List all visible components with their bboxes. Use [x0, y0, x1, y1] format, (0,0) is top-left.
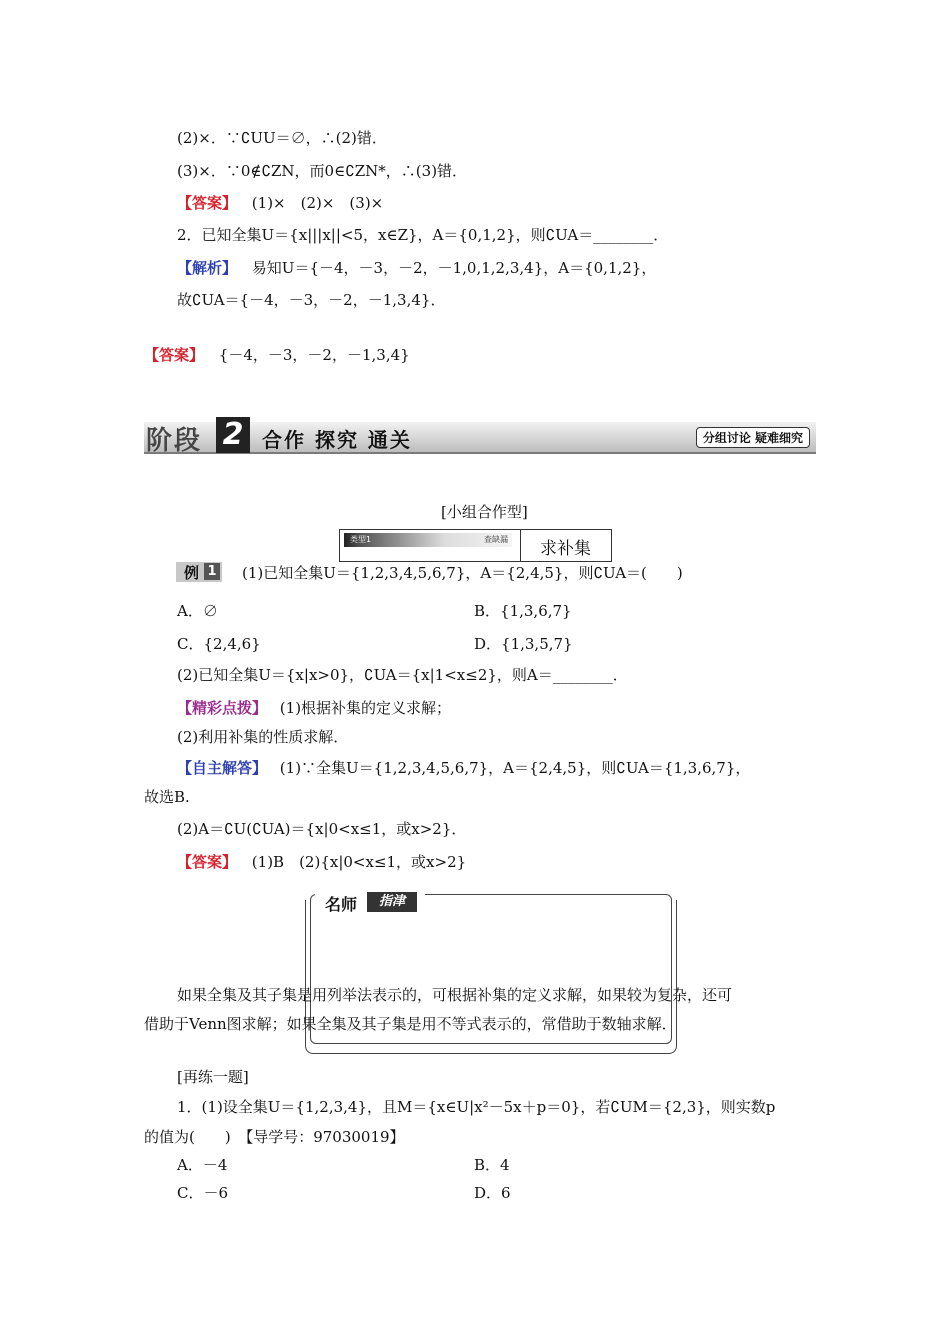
line-2-explain: (2)×．∵∁UU＝∅，∴(2)错．: [177, 129, 387, 147]
tip-text-1: 如果全集及其子集是用列举法表示的，可根据补集的定义求解，如果较为复杂，还可: [177, 986, 733, 1004]
stage-tag: 分组讨论 疑难细究: [696, 427, 810, 448]
answer-2: [144, 345, 410, 365]
type-box: [339, 529, 612, 562]
solution-2: (2)A＝∁U(∁UA)＝{x|0<x≤1，或x>2}．: [177, 820, 467, 838]
solution-label: 【自主解答】: [177, 759, 268, 777]
practice-option-b: B．4: [474, 1156, 510, 1174]
example-answer: [177, 852, 466, 872]
stage-title: 合作 探究 通关: [262, 428, 412, 452]
line-3-explain: (3)×．∵0∉∁ZN，而0∈∁ZN*，∴(3)错．: [177, 162, 468, 180]
stage-number: 2: [216, 417, 250, 453]
solution: [177, 758, 750, 778]
practice-q1: 1．(1)设全集U＝{1,2,3,4}，且M＝{x∈U|x²－5x＋p＝0}，若∁UM＝{2,3}，则实数p: [177, 1098, 776, 1116]
example-word: 例: [184, 564, 200, 582]
option-b: B．{1,3,6,7}: [474, 602, 572, 620]
example-q2: (2)已知全集U＝{x|x>0}，∁UA＝{x|1<x≤2}，则A＝________．: [177, 666, 628, 684]
tip-head-word: 名师: [325, 895, 358, 914]
practice-option-a: A．－4: [177, 1156, 228, 1174]
example-label: [176, 562, 222, 582]
answer-text: {－4，－3，－2，－1,3,4}: [218, 346, 410, 364]
practice-q1-cont: 的值为( ) 【导学号：97030019】: [144, 1128, 405, 1146]
tip-head-badge: 指津: [367, 892, 417, 912]
tip-header: [315, 890, 425, 916]
option-d: D．{1,3,5,7}: [474, 635, 573, 653]
solution-cont: 故选B.: [144, 788, 190, 806]
option-a: A．∅: [177, 602, 218, 620]
question-2: 2．已知全集U＝{x|||x||<5，x∈Z}，A＝{0,1,2}，则∁UA＝________．: [177, 226, 669, 244]
hint-text: (1)根据补集的定义求解；: [279, 699, 452, 717]
hint: [177, 698, 451, 718]
answer-label: 【答案】: [177, 194, 238, 212]
hint-label: 【精彩点拨】: [177, 699, 268, 717]
practice-option-d: D．6: [474, 1184, 511, 1202]
stage-banner: [144, 418, 816, 458]
answer-1: [177, 193, 383, 213]
analysis-text: 易知U＝{－4，－3，－2，－1,0,1,2,3,4}，A＝{0,1,2}，: [251, 259, 657, 277]
type-title: 求补集: [540, 539, 591, 559]
example-q1: (1)已知全集U＝{1,2,3,4,5,6,7}，A＝{2,4,5}，则∁UA＝( ): [242, 564, 683, 582]
solution-text: (1)∵全集U＝{1,2,3,4,5,6,7}，A＝{2,4,5}，则∁UA＝{1,3,6,7}，: [279, 759, 751, 777]
type-right: 查缺漏: [484, 535, 508, 544]
answer-label: 【答案】: [177, 853, 238, 871]
analysis-label: 【解析】: [177, 259, 238, 277]
type-label: 类型1: [350, 535, 372, 544]
analysis: [177, 258, 656, 278]
practice-option-c: C．－6: [177, 1184, 229, 1202]
option-c: C．{2,4,6}: [177, 635, 261, 653]
practice-label: [再练一题]: [177, 1068, 249, 1086]
tip-text-2: 借助于Venn图求解；如果全集及其子集是用不等式表示的，常借助于数轴求解．: [144, 1015, 677, 1033]
answer-text: (1)× (2)× (3)×: [251, 194, 384, 212]
hint-cont: (2)利用补集的性质求解．: [177, 728, 349, 746]
type-divider: [520, 530, 521, 561]
answer-text: (1)B (2){x|0<x≤1，或x>2}: [251, 853, 467, 871]
answer-label: 【答案】: [144, 346, 205, 364]
example-number: 1: [204, 563, 220, 580]
stage-label: 阶段: [146, 426, 203, 456]
type-bar: [344, 533, 512, 547]
analysis-cont: 故∁UA＝{－4，－3，－2，－1,3,4}．: [177, 291, 446, 309]
group-label: [小组合作型]: [441, 503, 528, 521]
